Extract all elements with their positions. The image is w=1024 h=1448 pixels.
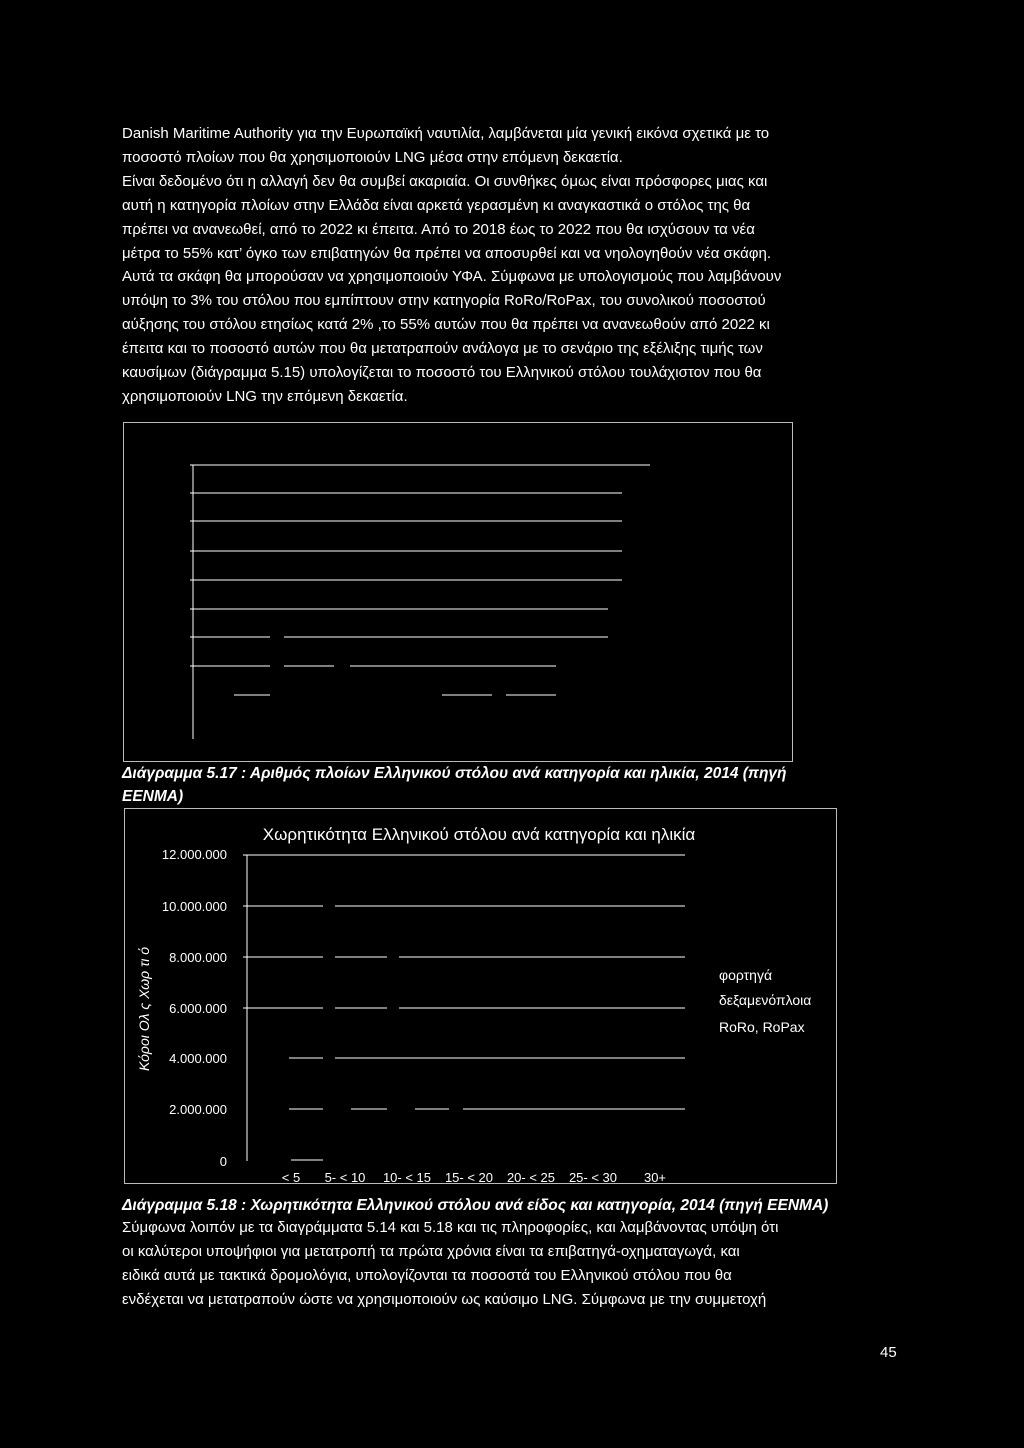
y-tick-label: 0 xyxy=(219,1154,227,1169)
text-line: ποσοστό πλοίων που θα χρησιμοποιούν LNG μέσα στην επόμενη δεκαετία. xyxy=(122,148,623,166)
text-line: έπειτα και το ποσοστό αυτών που θα μετατραπούν ανάλογα με το σενάριο της εξέλιξης τιμής των xyxy=(122,340,763,358)
text-line: ενδέχεται να μετατραπούν ώστε να χρησιμοποιούν ως καύσιμο LNG. Σύμφωνα με την συμμετοχή xyxy=(122,1290,767,1308)
text-line: ειδικά αυτά με τακτικά δρομολόγια, υπολογίζονται τα ποσοστά του Ελληνικού στόλου που θα xyxy=(122,1266,732,1284)
text-line: αύξησης του στόλου ετησίως κατά 2% ,το 55% αυτών που θα πρέπει να ανανεωθούν από 2022 κι xyxy=(122,316,770,334)
chart-5-18-svg xyxy=(125,809,838,1185)
text-line: Αυτά τα σκάφη θα μπορούσαν να χρησιμοποιούν ΥΦΑ. Σύμφωνα με υπολογισμούς που λαμβάνουν xyxy=(122,268,782,286)
x-tick-label: 25- < 30 xyxy=(568,1170,618,1185)
y-tick-label: 12.000.000 xyxy=(161,847,227,862)
text-line: μέτρα το 55% κατ’ όγκο των επιβατηγών θα πρέπει να αποσυρθεί και να νηολογηθούν νέα σκάφη. xyxy=(122,244,772,262)
text-line: Είναι δεδομένο ότι η αλλαγή δεν θα συμβεί ακαριαία. Οι συνθήκες όμως είναι πρόσφορες μιας και xyxy=(122,172,768,190)
y-tick-label: 6.000.000 xyxy=(169,1001,227,1016)
text-line: οι καλύτεροι υποψήφιοι για μετατροπή τα πρώτα χρόνια είναι τα επιβατηγά-οχηματαγωγά, και xyxy=(122,1242,740,1260)
chart-5-17-svg xyxy=(124,423,794,763)
chart-title: Χωρητικότητα Ελληνικού στόλου ανά κατηγορία και ηλικία xyxy=(262,825,696,844)
chart-5-17 xyxy=(123,422,793,762)
y-tick-label: 10.000.000 xyxy=(161,899,227,914)
body-paragraph-1 xyxy=(122,122,904,409)
x-tick-label: 5- < 10 xyxy=(324,1170,366,1185)
x-tick-label: 20- < 25 xyxy=(506,1170,556,1185)
y-tick-label: 8.000.000 xyxy=(169,950,227,965)
body-paragraph-2 xyxy=(122,1216,904,1312)
x-tick-label: 15- < 20 xyxy=(444,1170,494,1185)
chart-5-18 xyxy=(124,808,837,1184)
caption-5-18: Διάγραμμα 5.18 : Χωρητικότητα Ελληνικού στόλου ανά είδος και κατηγορία, 2014 (πηγή ΕΕΝΜΑ) xyxy=(122,1197,829,1214)
legend-item: δεξαμενόπλοια xyxy=(719,992,812,1008)
text-line: καυσίμων (διάγραμμα 5.15) υπολογίζεται το ποσοστό του Ελληνικού στόλου τουλάχιστον που θα xyxy=(122,364,762,382)
text-line: χρησιμοποιούν LNG την επόμενη δεκαετία. xyxy=(122,387,408,405)
caption-line: Διάγραμμα 5.17 : Αριθμός πλοίων Ελληνικού στόλου ανά κατηγορία και ηλικία, 2014 (πηγή xyxy=(122,765,787,782)
y-tick-label: 4.000.000 xyxy=(169,1051,227,1066)
page-number: 45 xyxy=(880,1344,897,1361)
caption-line: ΕΕΝΜΑ) xyxy=(122,788,184,805)
y-axis-label: Κόροι Ολ ς Χωρ τι ό xyxy=(136,946,152,1072)
text-line: Σύμφωνα λοιπόν με τα διαγράμματα 5.14 και 5.18 και τις πληροφορίες, και λαμβάνοντας υπόψη ότι xyxy=(122,1219,779,1236)
y-tick-label: 2.000.000 xyxy=(169,1102,227,1117)
text-line: πρέπει να ανανεωθεί, από το 2022 κι έπειτα. Από το 2018 έως το 2022 που θα ισχύσουν τα νέα xyxy=(122,220,755,238)
text-line: υπόψη το 3% του στόλου που εμπίπτουν στην κατηγορία RoRo/RoPax, του συνολικού ποσοστού xyxy=(122,292,766,310)
caption-5-17 xyxy=(122,762,904,808)
x-tick-label: < 5 xyxy=(281,1170,301,1185)
x-tick-label: 30+ xyxy=(643,1170,667,1185)
x-tick-label: 10- < 15 xyxy=(382,1170,432,1185)
legend-item: φορτηγά xyxy=(719,967,773,983)
legend-item: RoRo, RoPax xyxy=(719,1019,805,1035)
text-line: αυτή η κατηγορία πλοίων στην Ελλάδα είναι αρκετά γερασμένη κι αναγκαστικά ο στόλος της θα xyxy=(122,196,751,214)
text-line: Danish Maritime Authority για την Ευρωπαϊκή ναυτιλία, λαμβάνεται μία γενική εικόνα σχετικά με το xyxy=(122,125,770,142)
